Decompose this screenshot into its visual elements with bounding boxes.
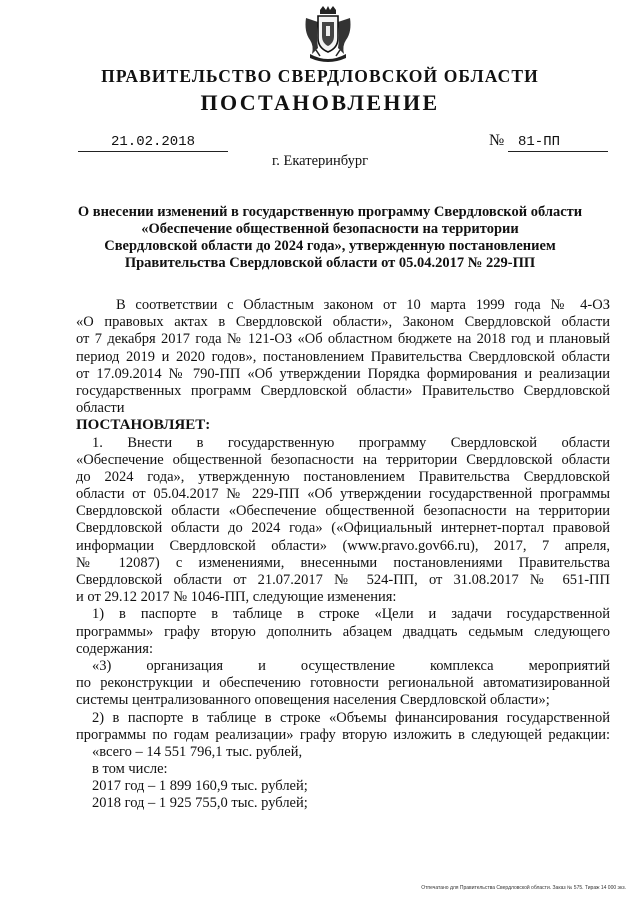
document-number: 81-ПП [508, 133, 608, 152]
body-line: «всего – 14 551 796,1 тыс. рублей, [92, 743, 303, 760]
body-line: до 2024 года», утвержденную постановлением Правительства Свердловской [76, 468, 610, 485]
body-line: Свердловской области от 21.07.2017 № 524-ПП, от 31.08.2017 № 651-ПП [76, 572, 610, 588]
body-line: системы централизованного оповещения населения Свердловской области»; [76, 692, 550, 709]
body-line: программы по годам реализации» графу вторую изложить в следующей редакции: [76, 726, 610, 743]
city-line: г. Екатеринбург [271, 153, 369, 169]
body-line: области от 05.04.2017 № 229-ПП «Об утверждении государственной программы [76, 486, 610, 503]
heading-line: Свердловской области до 2024 года», утвержденную постановлением [104, 238, 556, 254]
body-line: Свердловской области «Обеспечение общественной безопасности на территории [76, 503, 610, 520]
print-note: Отпечатано для Правительства Свердловской области. Заказ № 575. Тираж 14 000 экз. [421, 885, 626, 891]
body-line: содержания: [76, 640, 154, 657]
government-title: ПРАВИТЕЛЬСТВО СВЕРДЛОВСКОЙ ОБЛАСТИ [101, 66, 539, 86]
body-line: в том числе: [92, 761, 168, 778]
coat-of-arms-icon [302, 6, 354, 64]
document-heading [60, 204, 600, 272]
body-line: и от 29.12 2017 № 1046-ПП, следующие изменения: [76, 589, 397, 606]
heading-line: О внесении изменений в государственную программу Свердловской области [77, 204, 583, 220]
body-line: области [76, 400, 125, 417]
heading-line: «Обеспечение общественной безопасности на территории [141, 221, 519, 237]
body-line: период 2019 и 2020 годов», постановлением Правительства Свердловской области [76, 348, 610, 365]
body-line: 1. Внести в государственную программу Свердловской области [92, 434, 610, 451]
body-line: информации Свердловской области» (www.pravo.gov66.ru), 2017, 7 апреля, [76, 537, 610, 554]
body-line: от 7 декабря 2017 года № 121-ОЗ «Об областном бюджете на 2018 год и плановый [76, 331, 610, 348]
body-line: Свердловской области до 2024 года» («Официальный интернет-портал правовой [76, 520, 610, 537]
body-line: от 17.09.2014 № 790-ПП «Об утверждении Порядка формирования и реализации [76, 365, 610, 382]
body-line: № 12087) с изменениями, внесенными постановлениями Правительства [76, 554, 610, 571]
body-line: 2018 год – 1 925 755,0 тыс. рублей; [92, 795, 308, 812]
body-line: «3) организация и осуществление комплекса мероприятий [92, 657, 610, 674]
body-line: «Обеспечение общественной безопасности на территории Свердловской области [76, 451, 610, 468]
document-type: ПОСТАНОВЛЕНИЕ [200, 90, 440, 115]
number-label: № [489, 132, 505, 149]
body-line: государственных программ Свердловской области» Правительство Свердловской [76, 382, 610, 399]
heading-line: Правительства Свердловской области от 05.04.2017 № 229-ПП [124, 255, 536, 271]
body-line: 1) в паспорте в таблице в строке «Цели и задачи государственной [92, 606, 610, 623]
body-line: программы» графу вторую дополнить абзацем двадцать седьмым следующего [76, 623, 610, 640]
document-body [76, 297, 610, 813]
body-line: В соответствии с Областным законом от 10 марта 1999 года № 4-ОЗ [116, 297, 610, 313]
body-line: 2017 год – 1 899 160,9 тыс. рублей; [92, 778, 308, 795]
body-line: 2) в паспорте в таблице в строке «Объемы финансирования государственной [92, 709, 610, 726]
body-line: ПОСТАНОВЛЯЕТ: [76, 417, 211, 434]
body-line: «О правовых актах в Свердловской области», Законом Свердловской области [76, 314, 610, 331]
document-date: 21.02.2018 [78, 133, 228, 152]
body-line: по реконструкции и обеспечению готовности региональной автоматизированной [76, 675, 610, 692]
